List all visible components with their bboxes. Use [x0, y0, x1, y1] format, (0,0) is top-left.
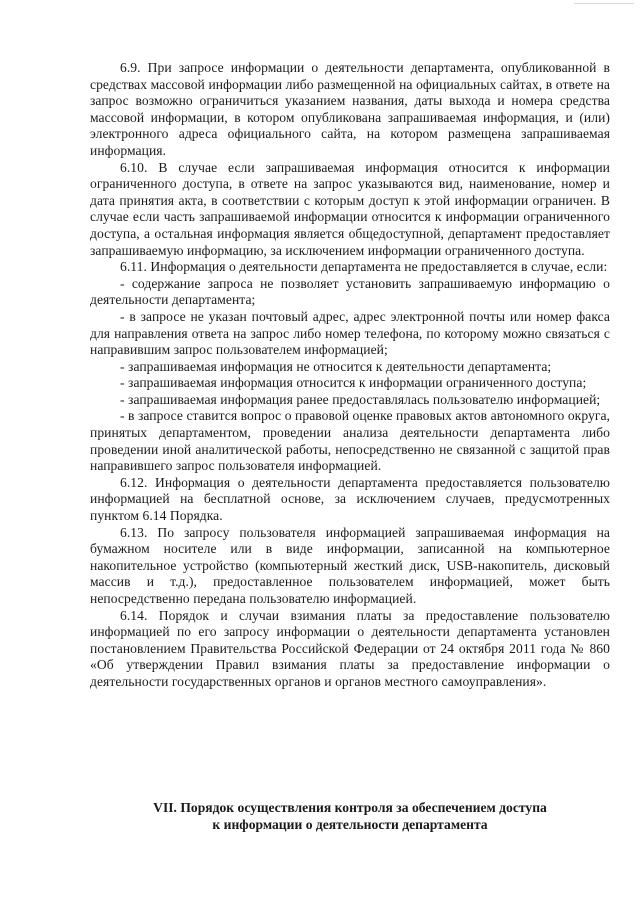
list-item: - запрашиваемая информация относится к информации ограниченного доступа; [120, 375, 587, 391]
paragraph-6-13: 6.13. По запросу пользователя информацией запрашиваемая информация на бумажном носителе или в виде информации, записанной на компьютерное накопительное устройство (компьютерный жесткий диск, USB-накопитель, дисковый массив и т.д.), предоставленное пользователем информацией, может быть непосредственно передана пользователю информацией. [90, 524, 610, 606]
paragraph-6-14: 6.14. Порядок и случаи взимания платы за предоставление пользователю информацией по его запросу информации о деятельности департамента установлен постановлением Правительства Российской Федерации от 24 октября 2011 года № 860 «Об утверждении Правил взимания платы за предоставление информации о деятельности государственных органов и органов местного самоуправления». [90, 607, 610, 689]
list-item: - в запросе ставится вопрос о правовой оценке правовых актов автономного округа, принятых департаментом, проведении анализа деятельности департамента либо проведении иной аналитической работы, непосредственно не связанной с защитой прав направившего запрос пользователя информацией. [90, 408, 610, 474]
list-item: - запрашиваемая информация не относится к деятельности департамента; [120, 358, 552, 374]
list-item: - в запросе не указан почтовый адрес, адрес электронной почты или номер факса для направления ответа на запрос либо номер телефона, по которому можно связаться с направившим запрос пользователем информацией; [90, 308, 610, 358]
document-body [90, 60, 610, 691]
paragraph-6-12: 6.12. Информация о деятельности департамента предоставляется пользователю информацией на бесплатной основе, за исключением случаев, предусмотренных пунктом 6.14 Порядка. [90, 474, 610, 524]
paragraph-6-9: 6.9. При запросе информации о деятельности департамента, опубликованной в средствах массовой информации либо размещенной на официальных сайтах, в ответе на запрос возможно ограничиться указанием названия, даты выхода и номера средства массовой информации, в котором опубликована запрашиваемая информация, и (или) электронного адреса официального сайта, на котором размещена запрашиваемая информация. [90, 60, 610, 158]
list-item: - запрашиваемая информация ранее предоставлялась пользователю информацией; [120, 391, 601, 407]
scan-artifact-line [574, 3, 634, 4]
paragraph-6-10: 6.10. В случае если запрашиваемая информация относится к информации ограниченного доступа, в ответе на запрос указываются вид, наименование, номер и дата принятия акта, в соответствии с которым доступ к этой информации ограничен. В случае если часть запрашиваемой информации относится к информации ограниченного доступа, а остальная информация является общедоступной, департамент предоставляет запрашиваемую информацию, за исключением информации ограниченного доступа. [90, 159, 610, 258]
paragraph-6-11: 6.11. Информация о деятельности департамента не предоставляется в случае, если: [120, 259, 608, 275]
list-item: - содержание запроса не позволяет установить запрашиваемую информацию о деятельности департамента; [90, 275, 610, 308]
section-heading-line-2: к информации о деятельности департамента [212, 816, 488, 832]
section-heading-line-1: VII. Порядок осуществления контроля за обеспечением доступа [153, 800, 547, 815]
section-heading [90, 800, 610, 833]
